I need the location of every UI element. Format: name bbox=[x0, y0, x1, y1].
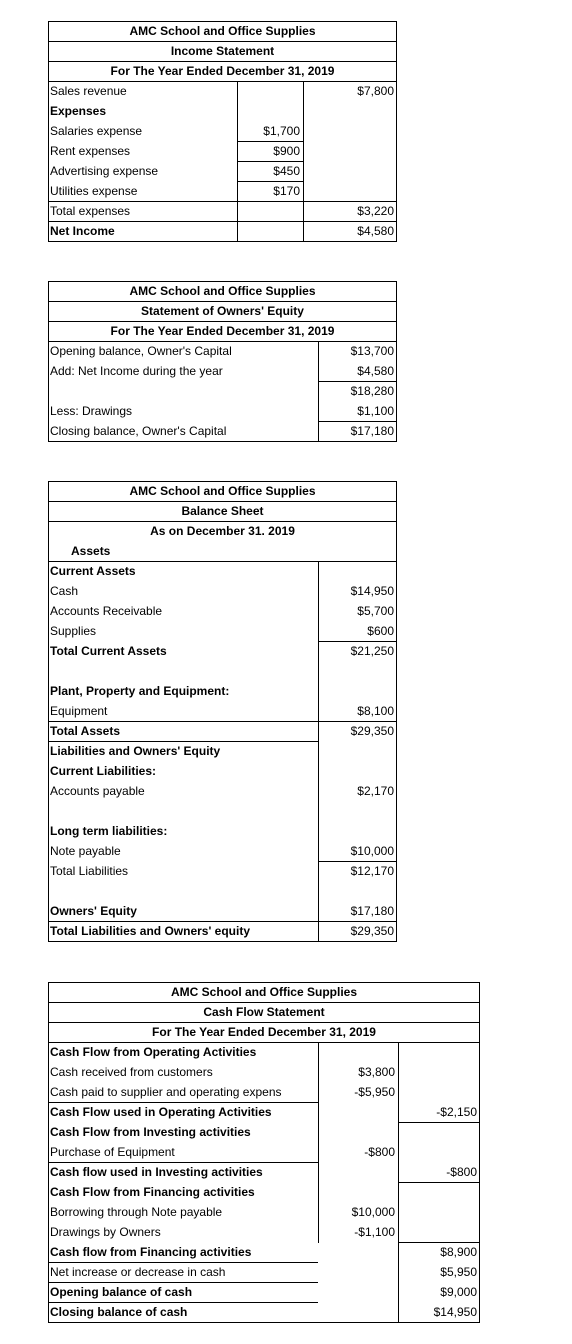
row-label: Drawings by Owners bbox=[50, 1225, 161, 1239]
row-cash-paid bbox=[48, 1082, 480, 1102]
row-cash-received bbox=[48, 1062, 480, 1082]
row-value: $3,800 bbox=[358, 1065, 395, 1079]
row-value: $7,800 bbox=[357, 84, 394, 98]
row-supplies bbox=[48, 621, 397, 641]
row-label: Long term liabilities: bbox=[50, 824, 168, 838]
company-name: AMC School and Office Supplies bbox=[129, 24, 316, 38]
row-add-net-income bbox=[48, 361, 397, 381]
row-label: Total Current Assets bbox=[50, 644, 167, 658]
row-equipment bbox=[48, 701, 397, 721]
row-purchase-equipment bbox=[48, 1142, 480, 1162]
row-value: $1,700 bbox=[263, 124, 300, 138]
row-value: $4,580 bbox=[357, 364, 394, 378]
row-label: Expenses bbox=[50, 104, 107, 118]
row-borrowing bbox=[48, 1202, 480, 1222]
row-label: Closing balance of cash bbox=[50, 1305, 188, 1319]
row-value: $170 bbox=[273, 184, 300, 198]
row-lt-liab-header bbox=[48, 821, 397, 841]
row-label: Cash Flow from Investing activities bbox=[50, 1125, 251, 1139]
row-label: Net increase or decrease in cash bbox=[50, 1265, 226, 1279]
row-label: Purchase of Equipment bbox=[50, 1145, 175, 1159]
row-label: Cash flow from Financing activities bbox=[50, 1245, 252, 1259]
row-label: Opening balance, Owner's Capital bbox=[50, 344, 232, 358]
owners-equity-statement bbox=[48, 281, 397, 442]
row-label: Owners' Equity bbox=[50, 904, 137, 918]
row-label: Current Assets bbox=[50, 564, 136, 578]
row-value: $5,950 bbox=[440, 1265, 477, 1279]
row-value: -$800 bbox=[446, 1165, 477, 1179]
row-total-current-assets bbox=[48, 641, 397, 661]
row-subtotal bbox=[48, 381, 397, 401]
row-value: $13,700 bbox=[350, 344, 394, 358]
row-label: Accounts Receivable bbox=[50, 604, 163, 618]
row-value: $14,950 bbox=[350, 584, 394, 598]
row-net-change bbox=[48, 1262, 480, 1282]
row-label: Plant, Property and Equipment: bbox=[50, 684, 230, 698]
statement-period: As on December 31. 2019 bbox=[150, 524, 295, 538]
row-accounts-receivable bbox=[48, 601, 397, 621]
row-value: $17,180 bbox=[350, 904, 394, 918]
row-label: Utilities expense bbox=[50, 184, 138, 198]
row-value: $5,700 bbox=[357, 604, 394, 618]
row-label: Current Liabilities: bbox=[50, 764, 157, 778]
row-total-expenses bbox=[48, 201, 397, 221]
row-value: $3,220 bbox=[357, 204, 394, 218]
row-opening-balance bbox=[48, 341, 397, 361]
company-name: AMC School and Office Supplies bbox=[129, 284, 316, 298]
row-value: $12,170 bbox=[350, 864, 394, 878]
row-investing-total bbox=[48, 1162, 480, 1182]
row-value: $8,100 bbox=[357, 704, 394, 718]
row-label: Cash paid to supplier and operating expens bbox=[50, 1085, 282, 1099]
row-label: Cash Flow from Financing activities bbox=[50, 1185, 255, 1199]
row-operating-total bbox=[48, 1102, 480, 1122]
row-value: $9,000 bbox=[440, 1285, 477, 1299]
row-expenses-header bbox=[48, 101, 397, 121]
row-label: Advertising expense bbox=[50, 164, 159, 178]
row-label: Cash bbox=[50, 584, 79, 598]
row-label: Less: Drawings bbox=[50, 404, 133, 418]
statement-period: For The Year Ended December 31, 2019 bbox=[152, 1025, 376, 1039]
row-value: -$1,100 bbox=[354, 1225, 395, 1239]
row-financing-total bbox=[48, 1242, 480, 1262]
row-financing-header bbox=[48, 1182, 480, 1202]
row-closing-cash bbox=[48, 1302, 480, 1322]
company-name: AMC School and Office Supplies bbox=[170, 985, 358, 999]
row-value: $1,100 bbox=[357, 404, 394, 418]
row-label: Total expenses bbox=[50, 204, 131, 218]
statement-period: For The Year Ended December 31, 2019 bbox=[110, 324, 335, 338]
row-liab-equity-header bbox=[48, 741, 397, 761]
row-label: Accounts payable bbox=[50, 784, 145, 798]
row-value: $900 bbox=[273, 144, 300, 158]
row-value: -$2,150 bbox=[436, 1105, 477, 1119]
row-value: $21,250 bbox=[350, 644, 394, 658]
row-closing-balance bbox=[48, 421, 397, 441]
row-label: Cash flow used in Investing activities bbox=[50, 1165, 263, 1179]
row-value: -$800 bbox=[364, 1145, 395, 1159]
income-statement bbox=[48, 21, 397, 242]
row-label: Salaries expense bbox=[50, 124, 143, 138]
statement-title: Income Statement bbox=[170, 44, 275, 58]
balance-sheet bbox=[48, 481, 397, 942]
row-value: $4,580 bbox=[357, 224, 394, 238]
row-owners-equity bbox=[48, 901, 397, 921]
row-label: Cash received from customers bbox=[50, 1065, 213, 1079]
row-label: Total Liabilities bbox=[50, 864, 129, 878]
row-sales-revenue bbox=[48, 81, 397, 101]
row-rent-expenses bbox=[48, 141, 397, 161]
row-value: $600 bbox=[367, 624, 394, 638]
row-label: Cash Flow used in Operating Activities bbox=[50, 1105, 272, 1119]
row-value: $29,350 bbox=[350, 924, 394, 938]
row-operating-header bbox=[48, 1042, 480, 1062]
row-opening-cash bbox=[48, 1282, 480, 1302]
row-value: $14,950 bbox=[433, 1305, 477, 1319]
row-label: Total Assets bbox=[50, 724, 121, 738]
row-current-assets-header bbox=[48, 561, 397, 581]
row-total-liab-equity bbox=[48, 921, 397, 941]
row-ppe-header bbox=[48, 681, 397, 701]
row-salaries-expense bbox=[48, 121, 397, 141]
row-value: $29,350 bbox=[350, 724, 394, 738]
statement-title: Balance Sheet bbox=[181, 504, 264, 518]
row-value: $2,170 bbox=[357, 784, 394, 798]
row-net-income bbox=[48, 221, 397, 241]
row-label: Note payable bbox=[50, 844, 121, 858]
row-label: Rent expenses bbox=[50, 144, 131, 158]
row-utilities-expense bbox=[48, 181, 397, 201]
row-value: $8,900 bbox=[440, 1245, 477, 1259]
row-label: Closing balance, Owner's Capital bbox=[50, 424, 227, 438]
row-label: Cash Flow from Operating Activities bbox=[50, 1045, 257, 1059]
row-value: $450 bbox=[273, 164, 300, 178]
row-label: Borrowing through Note payable bbox=[50, 1205, 223, 1219]
statement-title: Cash Flow Statement bbox=[203, 1005, 325, 1019]
row-label: Opening balance of cash bbox=[50, 1285, 193, 1299]
row-label: Equipment bbox=[50, 704, 108, 718]
row-label: Liabilities and Owners' Equity bbox=[50, 744, 221, 758]
row-less-drawings bbox=[48, 401, 397, 421]
row-value: $17,180 bbox=[350, 424, 394, 438]
row-value: $18,280 bbox=[350, 384, 394, 398]
row-label: Total Liabilities and Owners' equity bbox=[50, 924, 250, 938]
cash-flow-statement bbox=[48, 982, 480, 1323]
statement-title: Statement of Owners' Equity bbox=[141, 304, 304, 318]
row-label: Net Income bbox=[50, 224, 115, 238]
row-value: $10,000 bbox=[350, 844, 394, 858]
row-accounts-payable bbox=[48, 781, 397, 801]
row-label: Sales revenue bbox=[50, 84, 127, 98]
row-investing-header bbox=[48, 1122, 480, 1142]
row-total-assets bbox=[48, 721, 397, 741]
row-value: -$5,950 bbox=[354, 1085, 395, 1099]
row-current-liab-header bbox=[48, 761, 397, 781]
row-advertising-expense bbox=[48, 161, 397, 181]
assets-header: Assets bbox=[71, 544, 111, 558]
row-label: Add: Net Income during the year bbox=[50, 364, 223, 378]
row-cash bbox=[48, 581, 397, 601]
row-note-payable bbox=[48, 841, 397, 861]
row-label: Supplies bbox=[50, 624, 97, 638]
statement-period: For The Year Ended December 31, 2019 bbox=[110, 64, 335, 78]
company-name: AMC School and Office Supplies bbox=[129, 484, 316, 498]
row-value: $10,000 bbox=[351, 1205, 395, 1219]
row-total-liabilities bbox=[48, 861, 397, 881]
row-drawings bbox=[48, 1222, 480, 1242]
